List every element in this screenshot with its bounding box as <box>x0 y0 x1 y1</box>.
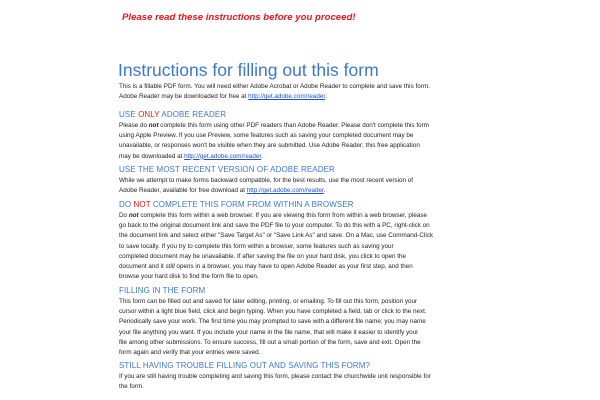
section2-paragraph <box>119 176 485 196</box>
section-heading-most-recent-version: USE THE MOST RECENT VERSION OF ADOBE READER <box>119 165 335 174</box>
section5-line-1: If you are still having trouble completing and saving this form, please contact the churchwide unit responsible for <box>119 373 431 380</box>
text-run: . <box>261 152 263 160</box>
text-run: . <box>323 187 326 195</box>
section4-paragraph <box>119 297 485 358</box>
heading-part: COMPLETE THIS FORM FROM WITHIN A BROWSER <box>150 200 354 209</box>
section-heading-not-in-browser <box>119 200 354 209</box>
emphasis-not: not <box>128 212 139 219</box>
adobe-reader-link[interactable]: http://get.adobe.com/reader <box>248 93 326 101</box>
section3-line-7: browse your hard disk to find the form file to open. <box>119 273 259 281</box>
section3-line-1 <box>119 211 485 221</box>
section4-line-6: form again and verify that your entries were saved. <box>119 349 261 357</box>
intro-line-2-text: Adobe Reader may be downloaded for free at <box>119 93 249 101</box>
heading-part: ADOBE READER <box>159 110 227 119</box>
text-run: may be downloaded at <box>119 152 185 160</box>
text-run: Do <box>119 212 129 219</box>
heading-part: USE <box>119 110 139 119</box>
section3-paragraph <box>119 211 485 282</box>
section1-line-1 <box>119 121 485 131</box>
text-run: opens in a browser, you may have to open Adobe Reader as your first step, and then <box>174 263 413 271</box>
heading-part: DO <box>119 200 134 209</box>
section5-line-2: the form. <box>119 383 144 391</box>
page-title: Instructions for filling out this form <box>118 59 379 80</box>
warning-banner: Please read these instructions before you proceed! <box>122 12 356 23</box>
section4-line-4: your file anything you want. If you include your name in the file name, that will make it easier to identify your <box>119 328 419 336</box>
emphasis-not: not <box>148 122 159 129</box>
heading-emphasis: NOT <box>133 200 151 209</box>
section1-line-2: using Apple Preview. If you use Preview, some features such as saving your completed document may be <box>119 132 414 140</box>
section1-line-4 <box>119 152 485 162</box>
text-run: complete this form within a web browser. If you are viewing this form from within a web browser, please <box>138 212 427 219</box>
heading-emphasis: ONLY <box>138 110 160 119</box>
section3-line-2: go back to the original document link and save the PDF file to your computer. To do this with a PC, right-click on <box>119 222 430 230</box>
text-run: document and it <box>119 263 166 271</box>
section3-line-3: the document link and select either "Save Target As" or "Save Link As" and save. On a Mac, use Command-Click <box>119 232 434 240</box>
section1-line-3: unavailable, or responses won't be visible when they are submitted. Use Adobe Reader; this free application <box>119 142 420 150</box>
section-heading-use-only-adobe-reader <box>119 110 226 119</box>
section3-line-5: completed document may be unavailable. If after saving the file on your hard disk, you click to open the <box>119 252 407 260</box>
intro-line-1: This is a fillable PDF form. You will need either Adobe Acrobat or Adobe Reader to complete and save this form. <box>119 83 430 90</box>
section2-line-2 <box>119 186 485 196</box>
section4-line-3: Periodically save your work. The first time you may prompted to save with a different file name; you may name <box>119 318 426 326</box>
text-run: complete this form using other PDF readers than Adobe Reader. Please don't complete this form <box>158 122 429 129</box>
intro-line-2 <box>119 92 485 102</box>
section2-line-1: While we attempt to make forms backward compatible, for the best results, use the most recent version of <box>119 177 413 184</box>
intro-paragraph <box>119 82 485 102</box>
text-run: Please do <box>119 122 149 129</box>
section-heading-filling-in-the-form: FILLING IN THE FORM <box>119 286 206 295</box>
section4-line-1: This form can be filled out and saved for later editing, printing, or emailing. To fill out this form, position your <box>119 298 418 305</box>
section4-line-5: file among other submissions. To ensure success, fill out a small portion of the form, save and exit. Open the <box>119 338 421 346</box>
section-heading-still-having-trouble: STILL HAVING TROUBLE FILLING OUT AND SAVING THIS FORM? <box>119 361 371 370</box>
adobe-reader-link[interactable]: http://get.adobe.com/reader <box>246 187 324 195</box>
emphasis-still: still <box>165 263 175 271</box>
section1-paragraph <box>119 121 485 162</box>
section5-paragraph <box>119 372 485 392</box>
section4-line-2: cursor within a light blue field, click and begin typing. When you have completed a field, tab or click to the next. <box>119 308 427 316</box>
section3-line-4: to save locally. If you try to complete this form within a browser, some features such as saving your <box>119 242 394 250</box>
text-run: Adobe Reader, available for free download at <box>119 187 247 195</box>
intro-line-2-end: . <box>325 93 327 101</box>
section3-line-6 <box>119 262 485 272</box>
adobe-reader-link[interactable]: http://get.adobe.com/reader <box>184 152 262 160</box>
